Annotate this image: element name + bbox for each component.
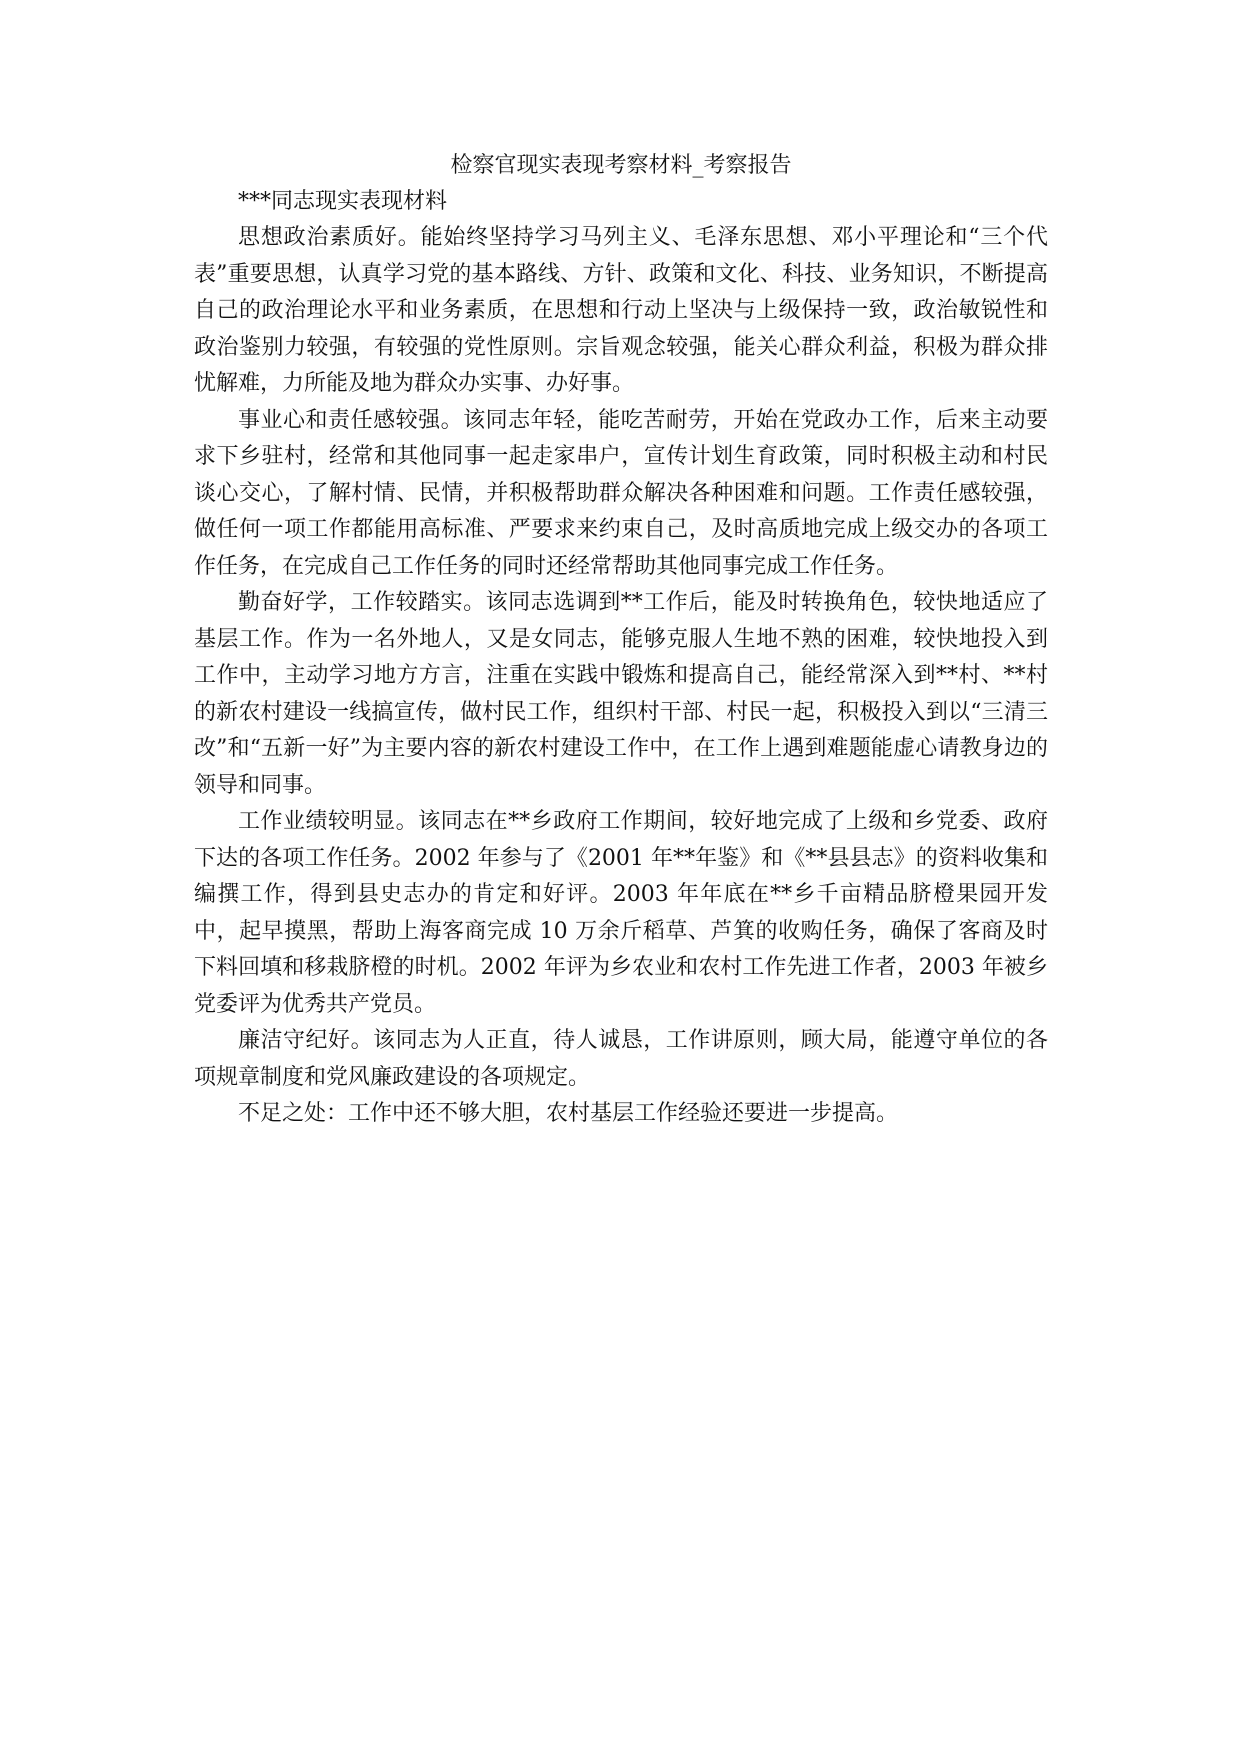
paragraph-shortcomings: 不足之处：工作中还不够大胆，农村基层工作经验还要进一步提高。 [238,1101,899,1126]
document-body [194,148,1048,1133]
paragraph-responsibility: 事业心和责任感较强。该同志年轻，能吃苦耐劳，开始在党政办工作，后来主动要求下乡驻村，经常和其他同事一起走家串户，宣传计划生育政策，同时积极主动和村民谈心交心，了解村情、民情，并积极帮助群众解决各种困难和问题。工作责任感较强，做任何一项工作都能用高标准、严要求来约束自己，及时高质地完成上级交办的各项工作任务，在完成自己工作任务的同时还经常帮助其他同事完成工作任务。 [194,407,1048,579]
paragraph-achievements: 工作业绩较明显。该同志在**乡政府工作期间，较好地完成了上级和乡党委、政府下达的各项工作任务。2002 年参与了《2001 年**年鉴》和《**县县志》的资料收集和编撰工作，得到县史志办的肯定和好评。2003 年年底在**乡千亩精品脐橙果园开发中，起早摸黑，帮助上海客商完成 10 万余斤稻草、芦箕的收购任务，确保了客商及时下料回填和移栽脐橙的时机。2002 年评为乡农业和农村工作先进工作者，2003 年被乡党委评为优秀共产党员。 [194,809,1048,1017]
document-title: 检察官现实表现考察材料_考察报告 [450,153,792,178]
paragraph-diligence: 勤奋好学，工作较踏实。该同志选调到**工作后，能及时转换角色，较快地适应了基层工作。作为一名外地人，又是女同志，能够克服人生地不熟的困难，较快地投入到工作中，主动学习地方方言，注重在实践中锻炼和提高自己，能经常深入到**村、**村的新农村建设一线搞宣传，做村民工作，组织村干部、村民一起，积极投入到以“三清三改”和“五新一好”为主要内容的新农村建设工作中，在工作上遇到难题能虚心请教身边的领导和同事。 [194,590,1048,798]
paragraph-integrity: 廉洁守纪好。该同志为人正直，待人诚恳，工作讲原则，顾大局，能遵守单位的各项规章制度和党风廉政建设的各项规定。 [194,1028,1048,1090]
document-subtitle: ***同志现实表现材料 [238,189,448,214]
paragraph-political-quality: 思想政治素质好。能始终坚持学习马列主义、毛泽东思想、邓小平理论和“三个代表”重要思想，认真学习党的基本路线、方针、政策和文化、科技、业务知识，不断提高自己的政治理论水平和业务素质，在思想和行动上坚决与上级保持一致，政治敏锐性和政治鉴别力较强，有较强的党性原则。宗旨观念较强，能关心群众利益，积极为群众排忧解难，力所能及地为群众办实事、办好事。 [194,225,1048,396]
